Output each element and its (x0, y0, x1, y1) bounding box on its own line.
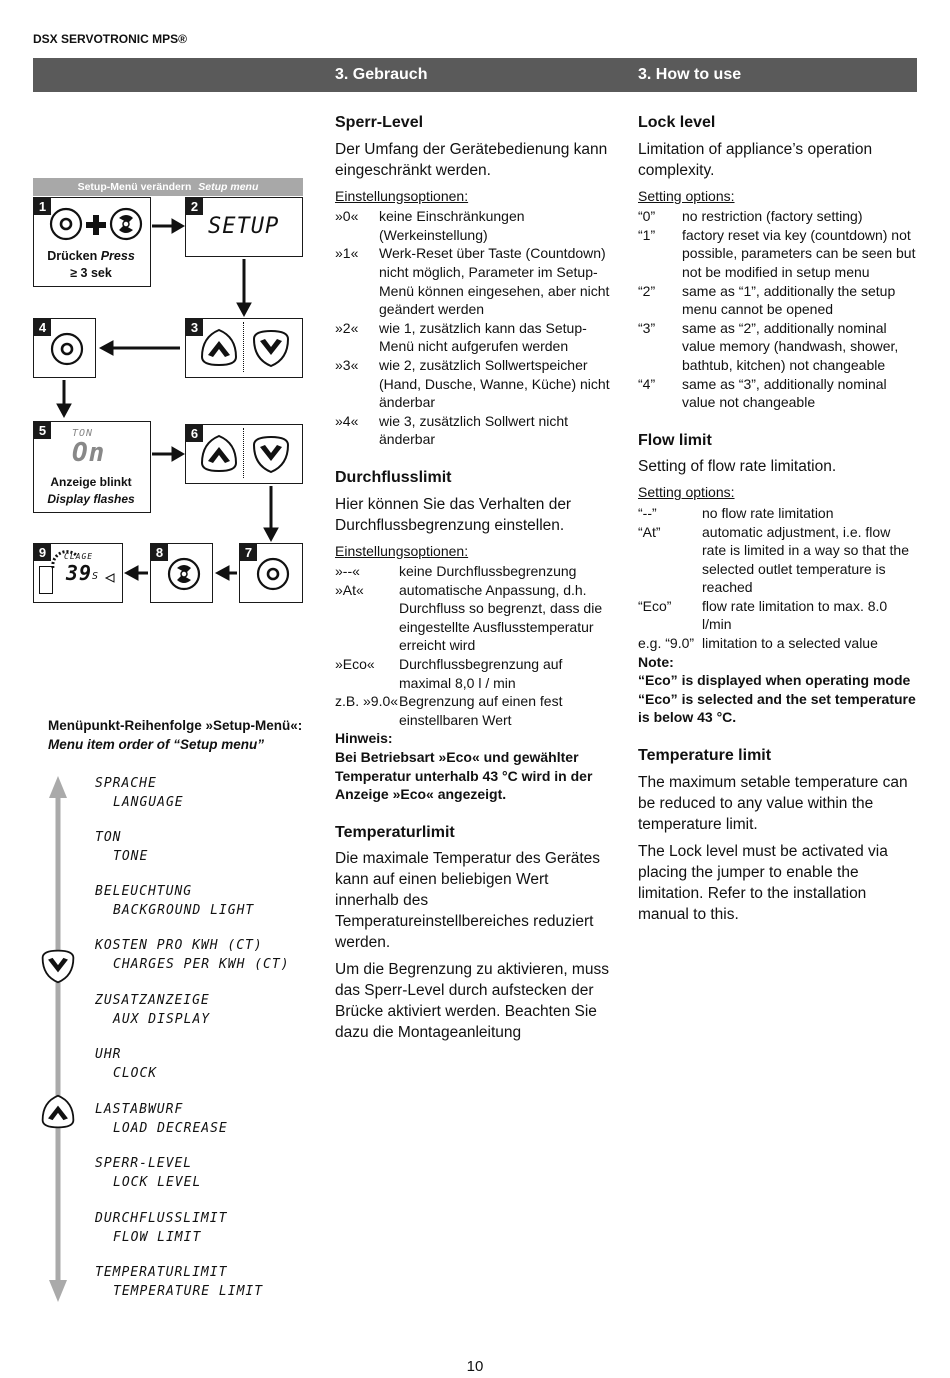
menu-item-en: CHARGES PER KWH (CT) (113, 957, 290, 972)
menu-item (95, 1209, 227, 1247)
option-key: »3« (335, 356, 359, 373)
menu-item (95, 936, 290, 974)
temp-limit-heading-de: Temperaturlimit (335, 823, 455, 841)
option-key: e.g. “9.0” (638, 635, 695, 652)
option-key: “0” (638, 208, 656, 225)
menu-item-de: SPERR-LEVEL (95, 1156, 193, 1171)
section-title-de: 3. Gebrauch (335, 66, 428, 83)
option-key: »Eco« (335, 656, 375, 673)
option-key: »--« (335, 563, 360, 580)
menu-item-de: LASTABWURF (95, 1102, 184, 1117)
menu-item-de: TEMPERATURLIMIT (95, 1265, 228, 1280)
menu-item (95, 1263, 263, 1301)
option-row (638, 504, 918, 523)
option-row (335, 412, 611, 449)
press-label-de: Drücken (47, 249, 98, 263)
lock-options-label-en: Setting options: (638, 187, 735, 204)
flow-options-label-de: Einstellungsoptionen: (335, 542, 469, 559)
option-row (638, 319, 918, 375)
option-value: same as “2”, additionally nominal value memory (handwash, shower, bathtub, kitchen) not changeable (682, 319, 899, 373)
menu-order-title-en: Menu item order of “Setup menu” (48, 737, 265, 752)
page-number: 10 (466, 1358, 484, 1375)
option-key: “1” (638, 226, 656, 243)
display-brand: CLAGE (64, 552, 94, 561)
menu-item (95, 882, 254, 920)
menu-item-de: SPRACHE (95, 776, 157, 791)
section-title-en: 3. How to use (638, 66, 742, 83)
menu-item-de: BELEUCHTUNG (95, 884, 193, 899)
step-number: 1 (34, 198, 51, 215)
press-duration: ≥ 3 sek (70, 266, 112, 280)
lock-level-heading-de: Sperr-Level (335, 114, 424, 131)
menu-item (95, 991, 210, 1029)
step-number: 3 (186, 319, 203, 336)
menu-item-de: DURCHFLUSSLIMIT (95, 1211, 228, 1226)
german-column (335, 114, 611, 1049)
option-key: z.B. »9.0« (335, 693, 399, 710)
flow-note-en: “Eco” is displayed when operating mode “Eco” is selected and the set temperature is below 43 °C. (638, 672, 916, 726)
step-arrows (0, 0, 320, 620)
flow-limit-heading-en: Flow limit (638, 431, 712, 449)
option-value: Begrenzung auf einen fest einstellbaren Wert (399, 693, 563, 728)
option-row (638, 597, 918, 634)
menu-item-en: FLOW LIMIT (113, 1230, 202, 1245)
option-value: same as “1”, additionally the setup menu cannot be opened (682, 282, 896, 318)
option-value: limitation to a selected value (702, 635, 878, 652)
display-flashes-de: Anzeige blinkt (50, 475, 132, 489)
option-value: keine Einschränkungen (Werkeinstellung) (379, 208, 525, 243)
menu-item-de: KOSTEN PRO KWH (CT) (95, 938, 263, 953)
lock-level-heading-en: Lock level (638, 114, 716, 131)
flow-note-de: Bei Betriebsart »Eco« und gewählter Temperatur unterhalb 43 °C wird in der Anzeige »Eco« angezeigt. (335, 749, 593, 803)
arrow-icon (172, 447, 184, 461)
option-value: automatic adjustment, i.e. flow rate is limited in a way so that the selected outlet temperature is reached (702, 523, 909, 596)
arrow-icon (125, 566, 138, 580)
menu-order-title-de: Menüpunkt-Reihenfolge »Setup-Menü«: (48, 718, 303, 733)
lock-level-lead-de: Der Umfang der Gerätebedienung kann eingeschränkt werden. (335, 140, 608, 179)
setup-display-text: SETUP (208, 214, 280, 239)
lock-options-label-de: Einstellungsoptionen: (335, 187, 469, 204)
option-value: keine Durchflussbegrenzung (399, 563, 577, 580)
option-row (335, 319, 611, 356)
flow-options-label-en: Setting options: (638, 484, 735, 501)
option-value: factory reset via key (countdown) not possible, parameters can be seen but not be modified in setup menu (682, 226, 916, 280)
press-label-en: Press (100, 249, 135, 263)
option-value: flow rate limitation to max. 8.0 l/min (702, 597, 888, 633)
menu-item-en: LANGUAGE (113, 795, 184, 810)
lock-level-lead-en: Limitation of appliance’s operation complexity. (638, 140, 873, 179)
menu-order-title (48, 716, 302, 754)
temp-limit-p2-de: Um die Begrenzung zu aktivieren, muss das Sperr-Level durch aufstecken der Brücke aktiviert werden. Beachten Sie dazu die Montageanleitung (335, 961, 609, 1042)
step-number: 9 (34, 544, 51, 561)
flow-limit-lead-en: Setting of flow rate limitation. (638, 458, 837, 476)
option-key: »2« (335, 319, 359, 336)
flow-limit-heading-de: Durchflusslimit (335, 468, 452, 486)
option-key: “--” (638, 504, 657, 521)
temp-limit-p1-de: Die maximale Temperatur des Gerätes kann auf einen beliebigen Wert innerhalb des Temperatureinstellbereiches reduziert werden. (335, 850, 601, 952)
arrow-icon (57, 404, 71, 417)
step-number: 7 (240, 544, 257, 561)
display-unit: S (92, 571, 100, 582)
menu-item-de: ZUSATZANZEIGE (95, 993, 210, 1008)
option-value: wie 2, zusätzlich Sollwertspeicher (Hand, Dusche, Wanne, Küche) nicht änderbar (379, 356, 610, 411)
display-temperature: 39 (66, 561, 93, 585)
option-value: wie 3, zusätzlich Sollwert nicht änderbar (379, 412, 569, 448)
option-key: »0« (335, 208, 359, 225)
menu-scroll-arrow (40, 772, 76, 1306)
temp-limit-heading-en: Temperature limit (638, 747, 772, 765)
option-row (335, 562, 611, 581)
step-number: 5 (34, 422, 51, 439)
flow-note-label-de: Hinweis: (335, 730, 393, 747)
option-key: “3” (638, 319, 656, 336)
menu-item-en: LOAD DECREASE (113, 1121, 228, 1136)
temp-limit-p1-en: The maximum setable temperature can be reduced to any value within the temperature limit. (638, 773, 908, 833)
arrow-icon (237, 303, 251, 316)
menu-down-button-icon (39, 946, 77, 986)
option-row (335, 581, 611, 655)
setup-diagram-title-de: Setup-Menü verändern (77, 181, 192, 193)
menu-item-en: TONE (113, 849, 149, 864)
option-row (638, 282, 918, 319)
option-key: “4” (638, 375, 656, 392)
menu-item-en: LOCK LEVEL (113, 1175, 202, 1190)
document-header: DSX SERVOTRONIC MPS® (33, 32, 187, 46)
flow-note-label-en: Note: (638, 653, 674, 670)
flow-limit-lead-de: Hier können Sie das Verhalten der Durchflussbegrenzung einstellen. (335, 495, 572, 534)
option-key: »1« (335, 245, 359, 262)
option-value: wie 1, zusätzlich kann das Setup-Menü nicht aufgerufen werden (379, 319, 587, 355)
option-key: »4« (335, 412, 359, 429)
step-number: 6 (186, 425, 203, 442)
step-number: 2 (186, 198, 203, 215)
step-number: 8 (151, 544, 168, 561)
tone-display-small: TON (72, 428, 94, 439)
option-row (638, 523, 918, 597)
option-key: »At« (335, 581, 364, 598)
option-value: Werk-Reset über Taste (Countdown) nicht möglich, Parameter im Setup-Menü können eingesehen, aber nicht geändert werden (379, 245, 610, 318)
option-row (638, 226, 918, 282)
option-row (638, 634, 918, 653)
option-row (335, 692, 611, 729)
menu-item-en: BACKGROUND LIGHT (113, 903, 255, 918)
menu-item-en: TEMPERATURE LIMIT (113, 1284, 264, 1299)
temp-limit-p2-en: The Lock level must be activated via placing the jumper to enable the limitation. Refer to the installation manual to this. (638, 842, 888, 923)
option-value: no flow rate limitation (702, 504, 834, 521)
arrow-icon (216, 566, 229, 580)
step-number: 4 (34, 319, 51, 336)
setup-diagram-title-en: Setup menu (198, 181, 259, 193)
option-value: same as “3”, additionally nominal value not changeable (682, 375, 887, 411)
option-row (335, 655, 611, 692)
menu-item (95, 1045, 157, 1083)
menu-item (95, 774, 184, 812)
menu-item-de: UHR (95, 1047, 122, 1062)
option-row (335, 356, 611, 412)
menu-item (95, 828, 148, 866)
option-key: “Eco” (638, 597, 672, 614)
menu-up-button-icon (39, 1092, 77, 1132)
menu-item-de: TON (95, 830, 122, 845)
arrow-icon (264, 528, 278, 541)
menu-item-en: CLOCK (113, 1066, 158, 1081)
menu-item (95, 1154, 201, 1192)
english-column (638, 114, 918, 931)
option-value: no restriction (factory setting) (682, 208, 863, 225)
display-flashes-en: Display flashes (47, 492, 135, 506)
option-row (335, 244, 611, 318)
option-key: “2” (638, 282, 656, 299)
option-row (335, 207, 611, 244)
menu-item (95, 1100, 228, 1138)
arrow-icon (172, 219, 184, 233)
option-value: Durchflussbegrenzung auf maximal 8,0 l / min (399, 656, 563, 691)
tone-display-big: On (72, 438, 106, 468)
option-row (638, 207, 918, 226)
arrow-icon (100, 341, 113, 355)
menu-item-en: AUX DISPLAY (113, 1012, 211, 1027)
option-value: automatische Anpassung, d.h. Durchfluss so begrenzt, dass die eingestellte Ausflusstemperatur erreicht wird (399, 581, 603, 654)
option-row (638, 375, 918, 412)
option-key: “At” (638, 523, 661, 540)
